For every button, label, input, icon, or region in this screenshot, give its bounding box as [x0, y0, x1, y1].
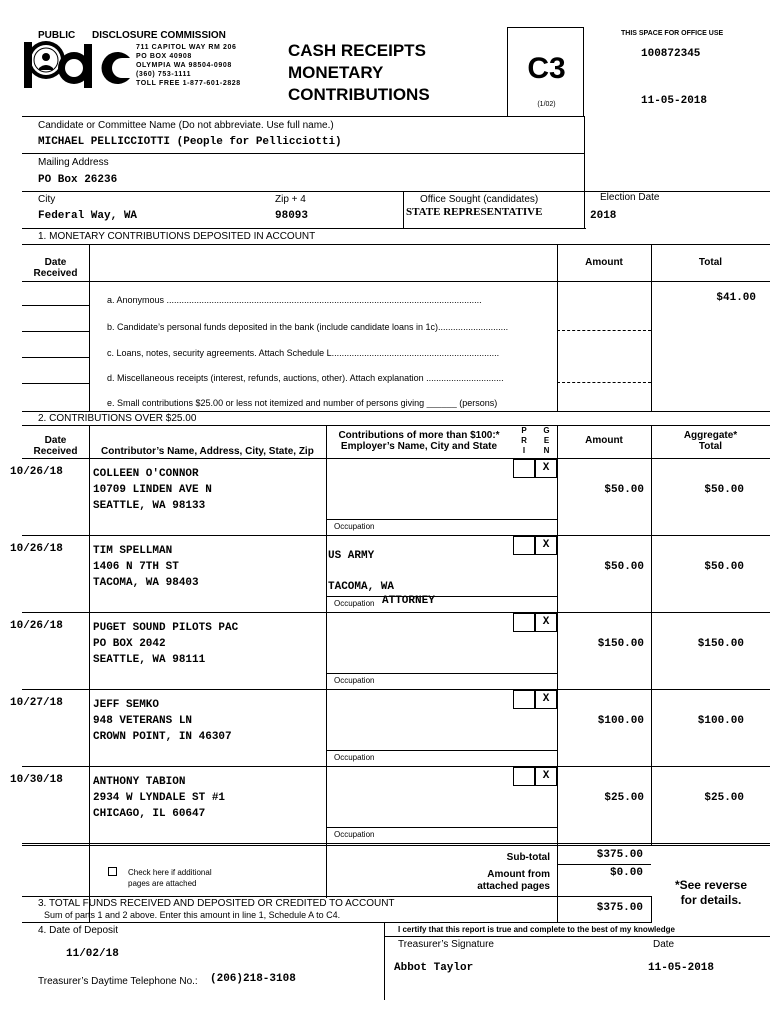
- treasurer-phone: (206)218-3108: [210, 973, 296, 985]
- attached-pages-label: [128, 867, 212, 889]
- contributor-street: PO BOX 2042: [93, 638, 166, 650]
- aggregate-header: [651, 430, 770, 452]
- row-occupation: ATTORNEY: [382, 595, 435, 607]
- general-checkbox[interactable]: [535, 690, 557, 709]
- occupation-label: Occupation: [334, 830, 375, 839]
- section3-title: 3. TOTAL FUNDS RECEIVED AND DEPOSITED OR CREDITED TO ACCOUNT: [38, 898, 395, 909]
- row-contributor: [93, 620, 238, 668]
- attached-pages-checkbox[interactable]: [108, 867, 117, 876]
- mailing-address-label: Mailing Address: [38, 157, 109, 168]
- header-text: Employer’s Name, City and State: [340, 441, 498, 452]
- row-date: 10/27/18: [10, 697, 63, 709]
- line-a-text: a. Anonymous ..............................................................................................................................: [107, 295, 482, 305]
- occupation-label: Occupation: [334, 676, 375, 685]
- header-text: R: [521, 436, 527, 445]
- office-use-label: THIS SPACE FOR OFFICE USE: [621, 30, 724, 37]
- city: Federal Way, WA: [38, 210, 138, 222]
- agency-address: [136, 43, 241, 88]
- form-code-box: [507, 27, 584, 116]
- row-date: 10/26/18: [10, 466, 63, 478]
- row-aggregate: $25.00: [704, 792, 744, 804]
- line-b-text: b. Candidate’s personal funds deposited in the bank (include candidate loans in 1c)............................: [107, 322, 509, 332]
- contributor-name: COLLEEN O'CONNOR: [93, 468, 199, 480]
- general-checkbox[interactable]: [535, 767, 557, 786]
- sign-date: 11-05-2018: [648, 962, 715, 974]
- row-aggregate: $50.00: [704, 561, 744, 573]
- label-text: Amount from: [487, 869, 550, 880]
- header-text: Contributions of more than $100:*: [338, 430, 500, 441]
- general-mark: X: [542, 693, 550, 705]
- contributor-city: TACOMA, WA 98403: [93, 577, 199, 589]
- row-amount: $100.00: [597, 715, 644, 727]
- note-text: *See reverse: [674, 878, 748, 892]
- primary-header: [512, 426, 536, 456]
- row-amount: $50.00: [604, 484, 644, 496]
- form-title-line: CASH RECEIPTS: [288, 41, 426, 60]
- row-date: 10/26/18: [10, 620, 63, 632]
- address-line: PO BOX 40908: [136, 53, 192, 60]
- election-date-label: Election Date: [600, 192, 660, 203]
- row-aggregate: $150.00: [697, 638, 744, 650]
- header-text: G: [543, 426, 550, 435]
- contributor-city: CROWN POINT, IN 46307: [93, 731, 232, 743]
- label-text: attached pages: [477, 881, 550, 892]
- contributor-street: 10709 LINDEN AVE N: [93, 484, 212, 496]
- header-text: Received: [33, 268, 78, 279]
- zip-label: Zip + 4: [275, 194, 306, 205]
- general-mark: X: [542, 616, 550, 628]
- pdc-logo: [22, 38, 132, 90]
- section1-date-header: [22, 257, 89, 279]
- contributor-street: 948 VETERANS LN: [93, 715, 193, 727]
- general-checkbox[interactable]: [535, 613, 557, 632]
- row-contributor: [93, 697, 232, 745]
- occupation-label: Occupation: [334, 522, 375, 531]
- treasurer-signature: Abbot Taylor: [394, 962, 474, 974]
- office-sought: STATE REPRESENTATIVE: [406, 206, 543, 218]
- contributor-name: JEFF SEMKO: [93, 699, 160, 711]
- primary-checkbox[interactable]: [513, 613, 535, 632]
- header-text: Received: [33, 446, 78, 457]
- agency-name-left: PUBLIC: [38, 30, 76, 41]
- row-contributor: [93, 543, 199, 591]
- section1-total-header: Total: [698, 257, 723, 268]
- form-title-line: MONETARY: [288, 63, 384, 82]
- contributor-name: ANTHONY TABION: [93, 776, 186, 788]
- candidate-name: MICHAEL PELLICCIOTTI (People for Pellicciotti): [38, 136, 342, 148]
- line-d-text: d. Miscellaneous receipts (interest, refunds, auctions, other). Attach explanation ...............................: [107, 373, 504, 383]
- form-version: (1/02): [537, 101, 556, 108]
- row-date: 10/26/18: [10, 543, 63, 555]
- row-aggregate: $50.00: [704, 484, 744, 496]
- section3-total: $375.00: [596, 902, 643, 914]
- occupation-label: Occupation: [334, 753, 375, 762]
- signature-label: Treasurer’s Signature: [398, 939, 494, 950]
- section1-amount-header: Amount: [585, 257, 623, 268]
- header-text: E: [543, 436, 550, 445]
- contributor-city: CHICAGO, IL 60647: [93, 808, 206, 820]
- row-amount: $50.00: [604, 561, 644, 573]
- general-checkbox[interactable]: [535, 459, 557, 478]
- pdc-logo-graphic: [22, 38, 132, 90]
- office-date: 11-05-2018: [641, 95, 708, 107]
- checkbox-text: Check here if additional: [128, 868, 212, 877]
- header-text: P: [521, 426, 527, 435]
- office-id: 100872345: [641, 48, 701, 60]
- general-mark: X: [542, 539, 550, 551]
- section1-title: 1. MONETARY CONTRIBUTIONS DEPOSITED IN ACCOUNT: [38, 231, 316, 242]
- office-sought-label: Office Sought (candidates): [420, 194, 539, 205]
- deposit-date: 11/02/18: [66, 948, 119, 960]
- line-e-text: e. Small contributions $25.00 or less not itemized and number of persons giving ______ (persons): [107, 398, 498, 408]
- row-aggregate: $100.00: [697, 715, 744, 727]
- row-amount: $25.00: [604, 792, 644, 804]
- form-title-line: CONTRIBUTIONS: [288, 85, 430, 104]
- address-line: (360) 753-1111: [136, 71, 192, 78]
- row-contributor: [93, 466, 212, 514]
- section4-title: 4. Date of Deposit: [38, 925, 119, 936]
- header-text: Aggregate*: [683, 430, 738, 441]
- election-date: 2018: [590, 210, 617, 222]
- row-employer-city: TACOMA, WA: [328, 581, 395, 593]
- contributor-header: Contributor’s Name, Address, City, State, Zip: [101, 446, 314, 457]
- attached-amount-label: [440, 869, 550, 893]
- contributor-name: TIM SPELLMAN: [93, 545, 173, 557]
- line-a-total: $41.00: [716, 292, 756, 304]
- form-code: C3: [527, 52, 566, 85]
- section2-date-header: [22, 435, 89, 457]
- attached-amount: $0.00: [609, 867, 643, 879]
- section2-amount-header: Amount: [585, 435, 623, 446]
- city-label: City: [38, 194, 56, 205]
- primary-checkbox[interactable]: [513, 459, 535, 478]
- address-line: 711 CAPITOL WAY RM 206: [136, 44, 237, 51]
- section3-subtitle: Sum of parts 1 and 2 above. Enter this amount in line 1, Schedule A to C4.: [44, 910, 341, 920]
- header-text: Date: [44, 257, 67, 268]
- contributor-city: SEATTLE, WA 98133: [93, 500, 206, 512]
- zip: 98093: [275, 210, 309, 222]
- subtotal: $375.00: [596, 849, 643, 861]
- candidate-name-label: Candidate or Committee Name (Do not abbreviate. Use full name.): [38, 120, 334, 131]
- general-header: [536, 426, 557, 456]
- row-amount: $150.00: [597, 638, 644, 650]
- subtotal-label: Sub-total: [506, 852, 550, 863]
- occupation-label: Occupation: [334, 599, 375, 608]
- contributor-city: SEATTLE, WA 98111: [93, 654, 206, 666]
- checkbox-text: pages are attached: [128, 879, 197, 888]
- header-text: N: [543, 446, 550, 455]
- address-line: TOLL FREE 1-877-601-2828: [136, 80, 241, 87]
- certify-text: I certify that this report is true and complete to the best of my knowledge: [398, 925, 675, 934]
- line-c-text: c. Loans, notes, security agreements. Attach Schedule L...................................................................: [107, 348, 500, 358]
- header-text: Total: [698, 441, 723, 452]
- see-reverse-note: [655, 878, 767, 908]
- contributor-street: 2934 W LYNDALE ST #1: [93, 792, 226, 804]
- general-mark: X: [542, 770, 550, 782]
- contributor-name: PUGET SOUND PILOTS PAC: [93, 622, 239, 634]
- address-line: OLYMPIA WA 98504-0908: [136, 62, 232, 69]
- header-text: Date: [44, 435, 67, 446]
- primary-checkbox[interactable]: [513, 536, 535, 555]
- section2-title: 2. CONTRIBUTIONS OVER $25.00: [38, 413, 197, 424]
- contributor-street: 1406 N 7TH ST: [93, 561, 179, 573]
- row-employer: US ARMY: [328, 550, 375, 562]
- row-contributor: [93, 774, 225, 822]
- general-mark: X: [542, 462, 550, 474]
- primary-checkbox[interactable]: [513, 767, 535, 786]
- mailing-address: PO Box 26236: [38, 174, 118, 186]
- primary-checkbox[interactable]: [513, 690, 535, 709]
- header-text: I: [522, 446, 526, 455]
- note-text: for details.: [680, 893, 742, 907]
- phone-label: Treasurer’s Daytime Telephone No.:: [38, 976, 198, 987]
- sign-date-label: Date: [653, 939, 675, 950]
- employer-header: [326, 430, 512, 452]
- form-title: [288, 40, 430, 106]
- general-checkbox[interactable]: [535, 536, 557, 555]
- agency-name-right: DISCLOSURE COMMISSION: [92, 30, 226, 41]
- row-date: 10/30/18: [10, 774, 63, 786]
